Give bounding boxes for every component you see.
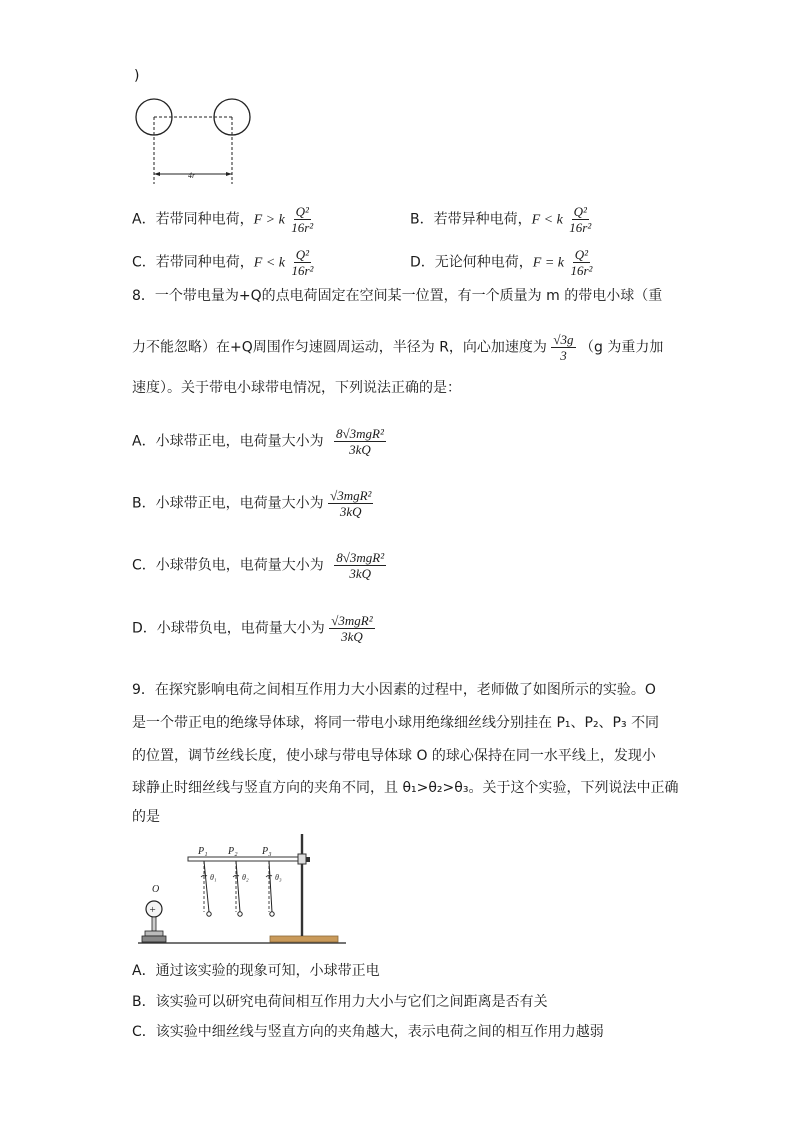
q8-option-d[interactable]: D．小球带负电，电荷量大小为 $\frac{\text{√3mgR²}}{3kQ}$ (132, 613, 373, 644)
q9-stem-line2: 是一个带正电的绝缘导体球，将同一带电小球用绝缘细丝线分别挂在 P₁、P₂、P₃ 不同 (132, 715, 660, 731)
q8-stem-line2: 力不能忽略）在+Q周围作匀速圆周运动，半径为 R，向心加速度为 $\frac{√3g}{3}$ （g 为重力加 (132, 332, 664, 363)
q8-option-b[interactable]: B．小球带正电，电荷量大小为 $\frac{\text{√3mgR²}}{3kQ}$ (132, 488, 372, 519)
q9-option-a[interactable]: A．通过该实验的现象可知，小球带正电 (132, 963, 380, 979)
theta-1: θ₁ (210, 873, 217, 882)
ball-3 (270, 912, 274, 916)
ball-2 (238, 912, 242, 916)
label-p3: P₃ (262, 846, 272, 857)
ball-1 (207, 912, 211, 916)
q8-option-a[interactable]: A．小球带正电，电荷量大小为 $\frac{\text{8√3mgR²}}{3kQ}$ (132, 426, 384, 457)
sphere-plus-sign: + (149, 904, 156, 916)
sphere-base (145, 931, 163, 936)
sphere-stem (152, 917, 156, 931)
q7-option-a[interactable]: A．若带同种电荷，F > k $\frac{\text{Q²}}{\text{16r²}}$ (132, 204, 314, 235)
theta-3: θ₃ (275, 873, 282, 882)
horizontal-bar (188, 857, 306, 861)
clamp (298, 854, 306, 864)
q9-stem-line4: 球静止时细丝线与竖直方向的夹角不同，且 θ₁>θ₂>θ₃。关于这个实验，下列说法中正确 (132, 780, 679, 796)
thread-1 (204, 861, 209, 912)
q8-option-c[interactable]: C．小球带负电，电荷量大小为 $\frac{\text{8√3mgR²}}{3kQ}$ (132, 550, 385, 581)
label-o: O (152, 884, 160, 895)
q7-option-d[interactable]: D．无论何种电荷，F = k $\frac{\text{Q²}}{\text{16r²}}$ (410, 247, 593, 278)
q9-option-b[interactable]: B．该实验可以研究电荷间相互作用力大小与它们之间距离是否有关 (132, 994, 548, 1010)
thread-2 (236, 861, 240, 912)
label-4r: 4r (188, 171, 196, 180)
thread-3 (269, 861, 272, 912)
label-p1: P₁ (198, 846, 208, 857)
q9-stem-line5: 的是 (132, 809, 160, 825)
q7-option-b[interactable]: B．若带异种电荷，F < k $\frac{\text{Q²}}{\text{16r²}}$ (410, 204, 592, 235)
theta-2: θ₂ (242, 873, 249, 882)
q9-option-c[interactable]: C．该实验中细丝线与竖直方向的夹角越大，表示电荷之间的相互作用力越弱 (132, 1024, 604, 1040)
q7-option-c[interactable]: C．若带同种电荷，F < k $\frac{\text{Q²}}{\text{16r²}}$ (132, 247, 314, 278)
experiment-figure (134, 830, 348, 948)
two-spheres-figure (128, 94, 258, 190)
stand-base (270, 936, 338, 942)
label-p2: P₂ (228, 846, 238, 857)
accel-fraction: $\frac{√3g}{3}$ (553, 332, 574, 363)
q9-stem-line1: 9．在探究影响电荷之间相互作用力大小因素的过程中，老师做了如图所示的实验。O (132, 682, 656, 698)
q8-stem-line3: 速度）。关于带电小球带电情况，下列说法正确的是： (132, 380, 461, 396)
q8-stem-line1: 8．一个带电量为+Q的点电荷固定在空间某一位置，有一个质量为 m 的带电小球（重 (132, 288, 663, 304)
top-fragment: ) (134, 68, 140, 84)
q9-stem-line3: 的位置，调节丝线长度，使小球与带电导体球 O 的球心保持在同一水平线上，发现小 (132, 748, 656, 764)
